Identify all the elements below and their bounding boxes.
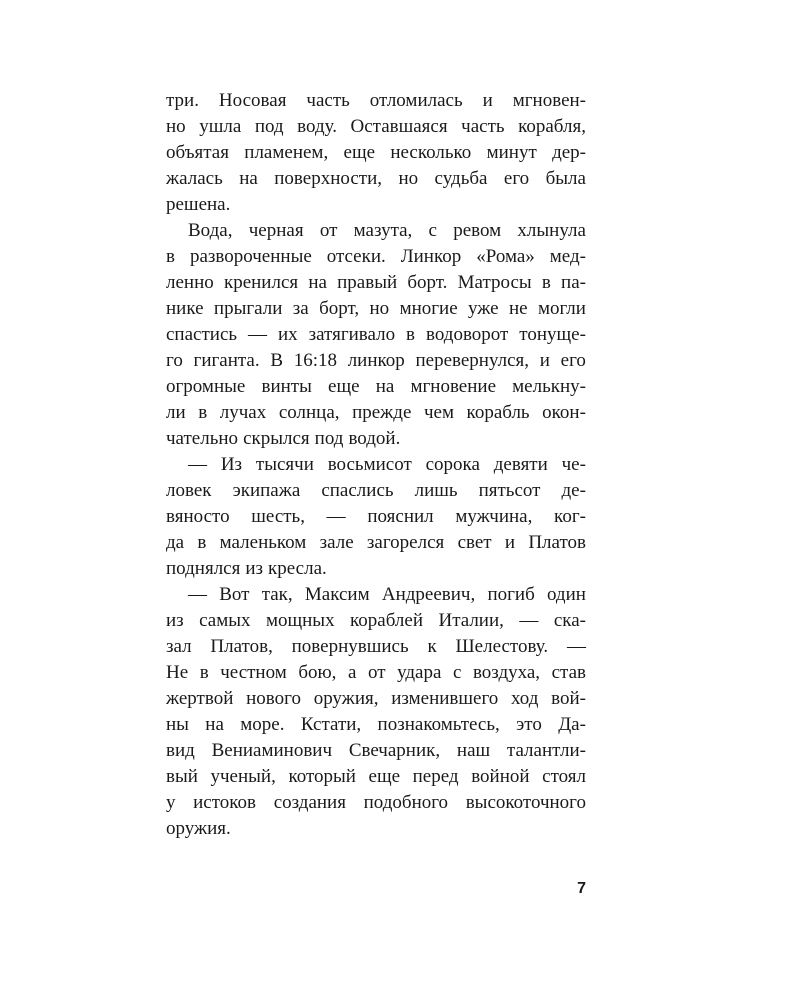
word: — bbox=[188, 454, 207, 475]
word: еще bbox=[343, 142, 376, 163]
word: решена. bbox=[166, 194, 231, 215]
word: — bbox=[326, 506, 346, 527]
word: дер- bbox=[552, 142, 586, 163]
word: из bbox=[166, 610, 184, 631]
word: чем bbox=[423, 402, 454, 423]
word: спаслись bbox=[321, 480, 394, 501]
text-line bbox=[166, 218, 586, 244]
word: оружия. bbox=[166, 818, 231, 839]
word: вяносто bbox=[166, 506, 230, 527]
word: часть bbox=[306, 90, 350, 111]
word: тонуще- bbox=[519, 324, 586, 345]
text-line bbox=[166, 530, 586, 556]
word: го bbox=[166, 350, 183, 371]
word: Из bbox=[220, 454, 243, 475]
word: мужчина, bbox=[455, 506, 533, 527]
text-line bbox=[166, 764, 586, 790]
word: стоял bbox=[542, 766, 586, 787]
text-line bbox=[166, 790, 586, 816]
text-line bbox=[166, 686, 586, 712]
word: талантли- bbox=[506, 740, 586, 761]
word: линкор bbox=[347, 350, 405, 371]
word: загорелся bbox=[366, 532, 445, 553]
word: с bbox=[452, 662, 462, 683]
word: мощных bbox=[265, 610, 335, 631]
word: на bbox=[205, 714, 224, 735]
word: сорока bbox=[425, 454, 480, 475]
word: ны bbox=[166, 714, 189, 735]
word: пламенем, bbox=[244, 142, 329, 163]
word: огромные bbox=[166, 376, 246, 397]
word: правый bbox=[337, 272, 398, 293]
word: корабля, bbox=[518, 116, 586, 137]
word: прыгали bbox=[213, 298, 283, 319]
word: девяти bbox=[493, 454, 548, 475]
word: ленно bbox=[166, 272, 214, 293]
word: Шелестову. bbox=[455, 636, 549, 657]
word: истоков bbox=[193, 792, 257, 813]
word: у bbox=[166, 792, 176, 813]
word: их bbox=[277, 324, 298, 345]
word: несколько bbox=[390, 142, 472, 163]
word: свет bbox=[457, 532, 492, 553]
word: лучах bbox=[219, 402, 267, 423]
word: в bbox=[541, 272, 551, 293]
page-number: 7 bbox=[577, 880, 586, 897]
word: па- bbox=[561, 272, 586, 293]
word: войной bbox=[471, 766, 530, 787]
word: судьба bbox=[434, 168, 488, 189]
text-line bbox=[166, 608, 586, 634]
body-text bbox=[166, 88, 586, 842]
text-line bbox=[166, 140, 586, 166]
word: де- bbox=[561, 480, 586, 501]
word: от bbox=[367, 662, 386, 683]
word: солнца, bbox=[278, 402, 340, 423]
word: затягивало bbox=[308, 324, 396, 345]
word: Италии, bbox=[438, 610, 504, 631]
text-line bbox=[166, 582, 586, 608]
word: на bbox=[239, 168, 258, 189]
word: в bbox=[166, 246, 175, 267]
word: водой. bbox=[348, 428, 401, 449]
word: окон- bbox=[542, 402, 586, 423]
word: не bbox=[508, 298, 528, 319]
word: Платов, bbox=[210, 636, 273, 657]
word: на bbox=[308, 272, 327, 293]
word: перед bbox=[412, 766, 459, 787]
text-line bbox=[166, 478, 586, 504]
word: кренился bbox=[223, 272, 299, 293]
word: так, bbox=[261, 584, 293, 605]
word: часть bbox=[461, 116, 505, 137]
word: который bbox=[288, 766, 356, 787]
word: гиганта. bbox=[193, 350, 260, 371]
word: борт. bbox=[407, 272, 448, 293]
word: ревом bbox=[453, 220, 502, 241]
word: жертвой bbox=[166, 688, 234, 709]
word: и bbox=[504, 532, 516, 553]
word: пояснил bbox=[367, 506, 434, 527]
word: ученый, bbox=[210, 766, 276, 787]
word: за bbox=[292, 298, 309, 319]
word: мед- bbox=[549, 246, 586, 267]
word: Не bbox=[166, 662, 189, 683]
word: создания bbox=[273, 792, 346, 813]
word: Платов bbox=[528, 532, 586, 553]
word: — bbox=[519, 610, 539, 631]
word: став bbox=[551, 662, 586, 683]
word: объятая bbox=[166, 142, 229, 163]
word: винты bbox=[261, 376, 312, 397]
word: черная bbox=[248, 220, 304, 241]
word: вой- bbox=[551, 688, 586, 709]
text-line bbox=[166, 400, 586, 426]
word: скрылся bbox=[243, 428, 310, 449]
word: зал bbox=[166, 636, 192, 657]
text-line bbox=[166, 114, 586, 140]
word: Носовая bbox=[218, 90, 287, 111]
word: корабль bbox=[466, 402, 530, 423]
word: повернувшись bbox=[291, 636, 409, 657]
word: ход bbox=[511, 688, 539, 709]
word: нового bbox=[246, 688, 301, 709]
word: высокоточного bbox=[465, 792, 586, 813]
word: познакомьтесь, bbox=[377, 714, 500, 735]
text-line bbox=[166, 270, 586, 296]
word: борт, bbox=[319, 298, 360, 319]
word: удара bbox=[397, 662, 442, 683]
word: — bbox=[248, 324, 267, 345]
word: три. bbox=[166, 90, 199, 111]
word: че- bbox=[561, 454, 586, 475]
word: его bbox=[560, 350, 586, 371]
word: хлынула bbox=[517, 220, 586, 241]
word: поверхности, bbox=[274, 168, 382, 189]
word: Свечарник, bbox=[348, 740, 441, 761]
word: море. bbox=[240, 714, 285, 735]
text-line bbox=[166, 712, 586, 738]
word: чательно bbox=[166, 428, 239, 449]
text-line bbox=[166, 88, 586, 114]
text-line bbox=[166, 426, 586, 452]
text-line bbox=[166, 296, 586, 322]
word: ког- bbox=[554, 506, 586, 527]
word: ли bbox=[166, 402, 186, 423]
word: Андреевич, bbox=[381, 584, 476, 605]
word: подобного bbox=[363, 792, 449, 813]
word: перевернулся, bbox=[415, 350, 530, 371]
word: но bbox=[398, 168, 419, 189]
word: под bbox=[314, 428, 344, 449]
word: с bbox=[428, 220, 437, 241]
word: Да- bbox=[558, 714, 586, 735]
word: Вот bbox=[219, 584, 250, 605]
word: еще bbox=[368, 766, 401, 787]
word: уже bbox=[468, 298, 499, 319]
word: водоворот bbox=[425, 324, 509, 345]
word: самых bbox=[199, 610, 251, 631]
text-line bbox=[166, 192, 586, 218]
word: отсеки. bbox=[326, 246, 386, 267]
word: но bbox=[369, 298, 390, 319]
word: вид bbox=[166, 740, 195, 761]
word: на bbox=[375, 376, 395, 397]
word: и bbox=[539, 350, 550, 371]
word: но bbox=[166, 116, 186, 137]
word: мгновен- bbox=[512, 90, 586, 111]
text-line bbox=[166, 634, 586, 660]
word: оружия, bbox=[313, 688, 379, 709]
word: «Рома» bbox=[476, 246, 535, 267]
text-line bbox=[166, 816, 586, 842]
word: Вода, bbox=[188, 220, 233, 241]
word: 16:18 bbox=[293, 350, 337, 371]
word: минут bbox=[486, 142, 537, 163]
word: мгновение bbox=[410, 376, 496, 397]
word: кораблей bbox=[350, 610, 424, 631]
word: под bbox=[254, 116, 284, 137]
word: жалась bbox=[166, 168, 223, 189]
text-line bbox=[166, 452, 586, 478]
word: от bbox=[319, 220, 338, 241]
word: прежде bbox=[352, 402, 412, 423]
word: честном bbox=[220, 662, 287, 683]
word: к bbox=[427, 636, 437, 657]
word: в bbox=[198, 402, 208, 423]
word: тысячи bbox=[255, 454, 314, 475]
word: это bbox=[516, 714, 542, 735]
word: изменившего bbox=[391, 688, 499, 709]
word: мазута, bbox=[353, 220, 413, 241]
word: Вениаминович bbox=[211, 740, 333, 761]
word: погиб bbox=[487, 584, 535, 605]
word: поднялся bbox=[166, 558, 241, 579]
word: В bbox=[270, 350, 283, 371]
word: Максим bbox=[304, 584, 370, 605]
word: кресла. bbox=[268, 558, 327, 579]
word: его bbox=[503, 168, 530, 189]
word: из bbox=[245, 558, 264, 579]
word: Оставшаяся bbox=[350, 116, 448, 137]
word: маленьком bbox=[219, 532, 307, 553]
word: наш bbox=[456, 740, 491, 761]
word: восьмисот bbox=[327, 454, 412, 475]
word: в bbox=[406, 324, 416, 345]
word: экипажа bbox=[232, 480, 301, 501]
text-line bbox=[166, 738, 586, 764]
word: а bbox=[347, 662, 357, 683]
word: мелькну- bbox=[512, 376, 586, 397]
word: еще bbox=[328, 376, 360, 397]
word: ска- bbox=[553, 610, 586, 631]
word: спастись bbox=[166, 324, 238, 345]
word: — bbox=[188, 584, 207, 605]
text-line bbox=[166, 348, 586, 374]
word: лишь bbox=[414, 480, 458, 501]
text-line bbox=[166, 322, 586, 348]
word: могли bbox=[537, 298, 586, 319]
word: в bbox=[199, 662, 209, 683]
word: была bbox=[545, 168, 586, 189]
word: развороченные bbox=[189, 246, 312, 267]
word: шесть, bbox=[251, 506, 305, 527]
word: зале bbox=[319, 532, 354, 553]
word: да bbox=[166, 532, 185, 553]
word: вый bbox=[166, 766, 198, 787]
word: нике bbox=[166, 298, 204, 319]
text-line bbox=[166, 166, 586, 192]
text-line bbox=[166, 244, 586, 270]
text-line bbox=[166, 374, 586, 400]
word: Матросы bbox=[457, 272, 532, 293]
word: один bbox=[546, 584, 586, 605]
text-line bbox=[166, 504, 586, 530]
word: — bbox=[566, 636, 586, 657]
text-line bbox=[166, 660, 586, 686]
word: Кстати, bbox=[300, 714, 362, 735]
word: воду. bbox=[297, 116, 337, 137]
word: пятьсот bbox=[478, 480, 541, 501]
word: воздуха, bbox=[472, 662, 541, 683]
word: в bbox=[197, 532, 207, 553]
word: Линкор bbox=[400, 246, 462, 267]
text-line bbox=[166, 556, 586, 582]
word: отломилась bbox=[369, 90, 463, 111]
word: бою, bbox=[298, 662, 337, 683]
word: многие bbox=[399, 298, 458, 319]
word: и bbox=[482, 90, 493, 111]
word: ловек bbox=[166, 480, 212, 501]
word: ушла bbox=[199, 116, 242, 137]
